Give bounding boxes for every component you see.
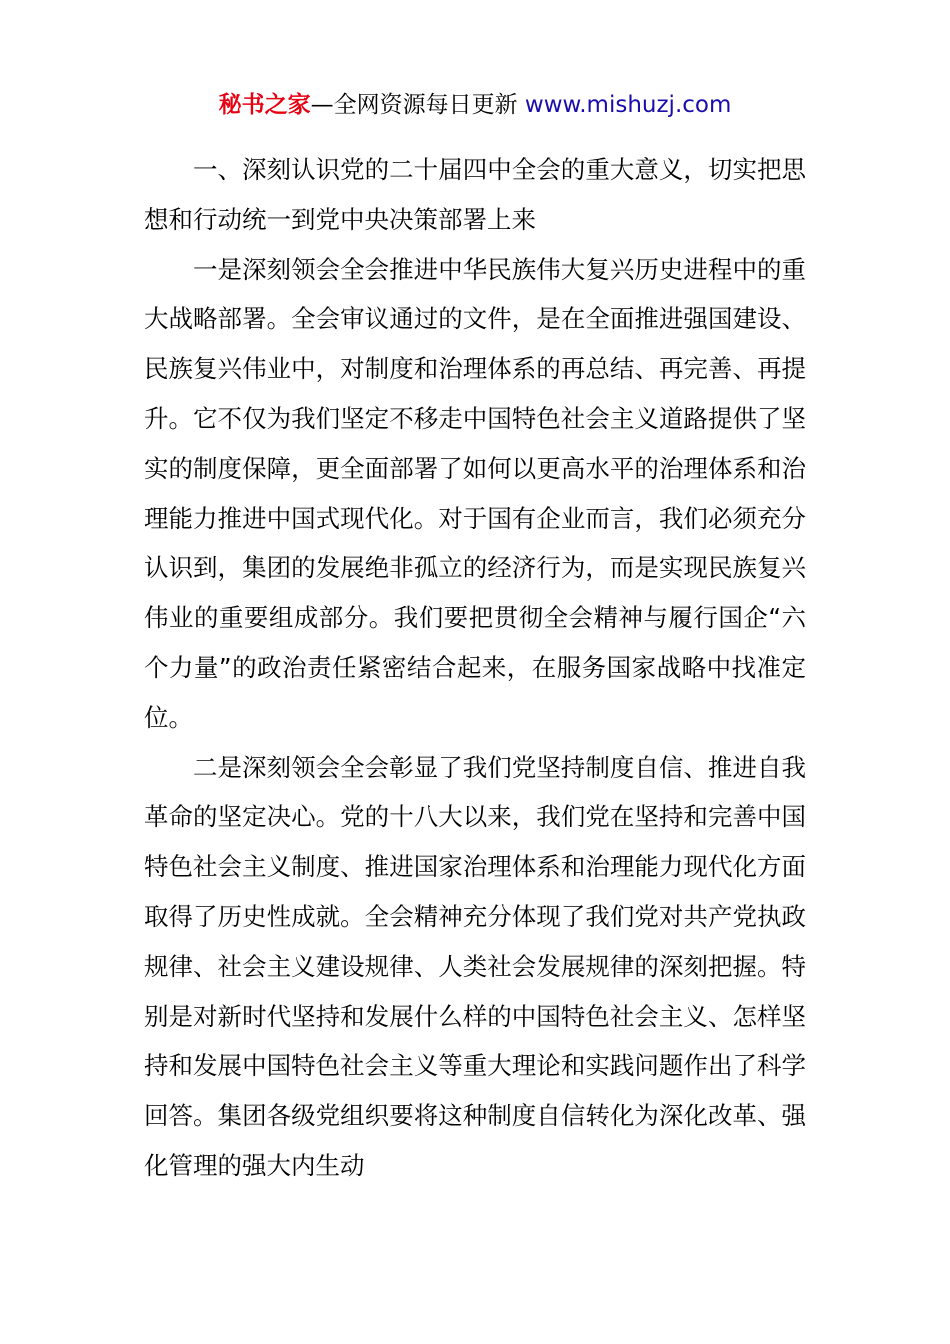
paragraph-second-point: 二是深刻领会全会彰显了我们党坚持制度自信、推进自我革命的坚定决心。党的十八大以来，我们党在坚持和完善中国特色社会主义制度、推进国家治理体系和治理能力现代化方面取得了历史性成就。全会精神充分体现了我们党对共产党执政规律、社会主义建设规律、人类社会发展规律的深刻把握。特别是对新时代坚持和发展什么样的中国特色社会主义、怎样坚持和发展中国特色社会主义等重大理论和实践问题作出了科学回答。集团各级党组织要将这种制度自信转化为深化改革、强化管理的强大内生动 bbox=[144, 752, 806, 1180]
site-url-link[interactable]: www.mishuzj.com bbox=[524, 92, 732, 118]
document-body bbox=[144, 145, 806, 1191]
brand-name: 秘书之家 bbox=[218, 92, 311, 118]
section-heading: 一、深刻认识党的二十届四中全会的重大意义，切实把思想和行动统一到党中央决策部署上来 bbox=[144, 155, 806, 234]
page-header bbox=[0, 88, 950, 122]
paragraph-first-point: 一是深刻领会全会推进中华民族伟大复兴历史进程中的重大战略部署。全会审议通过的文件，是在全面推进强国建设、民族复兴伟业中，对制度和治理体系的再总结、再完善、再提升。它不仅为我们坚定不移走中国特色社会主义道路提供了坚实的制度保障，更全面部署了如何以更高水平的治理体系和治理能力推进中国式现代化。对于国有企业而言，我们必须充分认识到，集团的发展绝非孤立的经济行为，而是实现民族复兴伟业的重要组成部分。我们要把贯彻全会精神与履行国企“六个力量”的政治责任紧密结合起来，在服务国家战略中找准定位。 bbox=[144, 254, 806, 732]
header-tagline: —全网资源每日更新 bbox=[310, 92, 518, 118]
